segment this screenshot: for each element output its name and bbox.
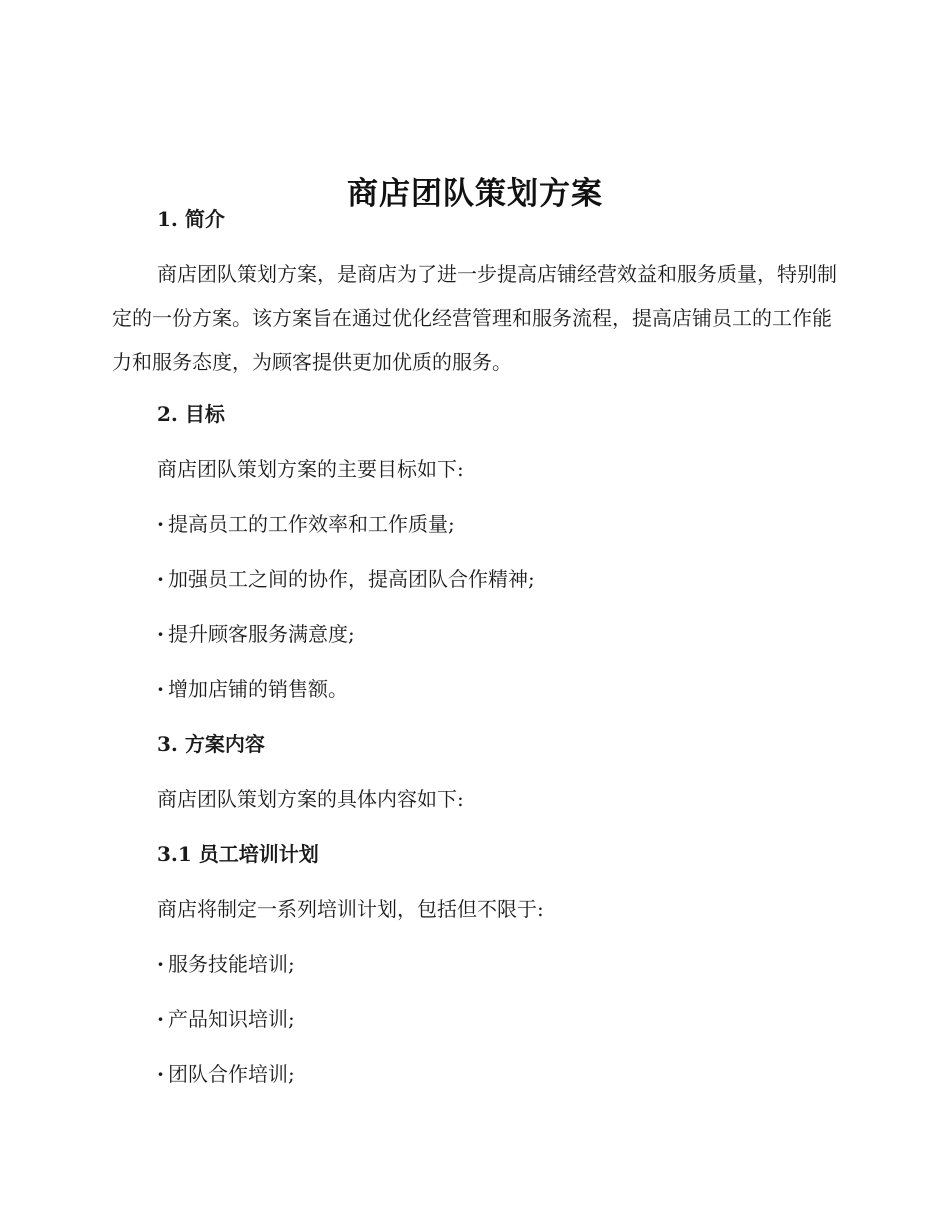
list-item (157, 1060, 887, 1088)
section-heading-plan-content: 3. 方案内容 (157, 732, 265, 756)
training-intro: 商店将制定一系列培训计划，包括但不限于: (157, 897, 544, 921)
bullet-marker: · (157, 622, 164, 646)
list-item-text: 团队合作培训; (167, 1062, 295, 1086)
section-heading-goals: 2. 目标 (157, 402, 225, 426)
list-item (157, 950, 887, 978)
document-title: 商店团队策划方案 (347, 175, 603, 212)
list-item-text: 产品知识培训; (167, 1007, 295, 1031)
bullet-marker: · (157, 677, 164, 701)
list-item-text: 增加店铺的销售额。 (167, 677, 348, 701)
list-item-text: 服务技能培训; (167, 952, 295, 976)
list-item (157, 620, 887, 648)
section-heading-intro: 1. 简介 (157, 207, 225, 231)
list-item-text: 提高员工的工作效率和工作质量; (167, 512, 455, 536)
list-item (157, 1005, 887, 1033)
goals-intro: 商店团队策划方案的主要目标如下: (157, 457, 464, 481)
plan-content-intro: 商店团队策划方案的具体内容如下: (157, 787, 464, 811)
intro-paragraph: 商店团队策划方案，是商店为了进一步提高店铺经营效益和服务质量，特别制定的一份方案。该方案旨在通过优化经营管理和服务流程，提高店铺员工的工作能力和服务态度，为顾客提供更加优质的服务。 (112, 262, 837, 374)
bullet-marker: · (157, 1007, 164, 1031)
list-item-text: 提升顾客服务满意度; (167, 622, 355, 646)
list-item (157, 510, 887, 538)
list-item (157, 565, 887, 593)
bullet-marker: · (157, 567, 164, 591)
bullet-marker: · (157, 512, 164, 536)
subsection-heading-training: 3.1 员工培训计划 (157, 842, 319, 866)
bullet-marker: · (157, 1062, 164, 1086)
list-item (157, 675, 887, 703)
bullet-marker: · (157, 952, 164, 976)
list-item-text: 加强员工之间的协作，提高团队合作精神; (167, 567, 535, 591)
